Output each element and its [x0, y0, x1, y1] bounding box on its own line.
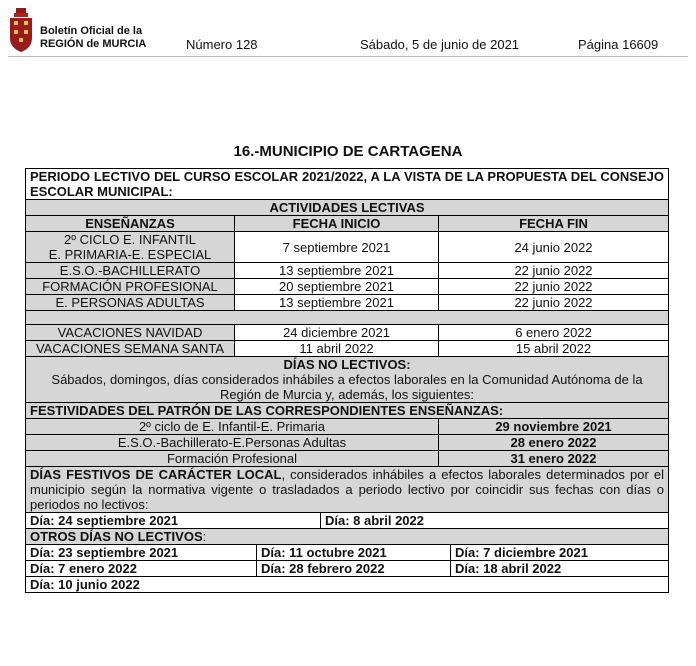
- table-row: [26, 295, 669, 311]
- table-row: [26, 545, 669, 561]
- vacaciones-fin: 6 enero 2022: [439, 325, 669, 341]
- ensenanza-line-2: E. PRIMARIA-E. ESPECIAL: [48, 247, 212, 262]
- table-row: [26, 419, 669, 435]
- festivos-local-section: [26, 467, 669, 513]
- page-header: [0, 0, 696, 60]
- vacaciones-label: VACACIONES SEMANA SANTA: [26, 341, 235, 357]
- table-title: PERIODO LECTIVO DEL CURSO ESCOLAR 2021/2022, A LA VISTA DE LA PROPUESTA DEL CONSEJO ESCOLAR MUNICIPAL:: [26, 169, 669, 200]
- no-lectivos-header: DÍAS NO LECTIVOS:: [283, 357, 411, 372]
- festividad-fecha: 28 enero 2022: [439, 435, 669, 451]
- otros-colon: :: [202, 529, 207, 544]
- festividad-fecha: 31 enero 2022: [439, 451, 669, 467]
- table-row: [26, 263, 669, 279]
- otro-dia: Día: 10 junio 2022: [26, 577, 669, 593]
- table-row: [26, 279, 669, 295]
- vacaciones-inicio: 24 diciembre 2021: [235, 325, 439, 341]
- festivo-local-dia: Día: 8 abril 2022: [321, 513, 669, 529]
- vacaciones-label: VACACIONES NAVIDAD: [26, 325, 235, 341]
- vacaciones-inicio: 11 abril 2022: [235, 341, 439, 357]
- festividad-fecha: 29 noviembre 2021: [439, 419, 669, 435]
- ensenanza-cell: E. PERSONAS ADULTAS: [26, 295, 235, 311]
- otro-dia: Día: 18 abril 2022: [451, 561, 669, 577]
- fecha-fin-cell: 22 junio 2022: [439, 295, 669, 311]
- ensenanza-cell: FORMACIÓN PROFESIONAL: [26, 279, 235, 295]
- ensenanza-line-1: 2º CICLO E. INFANTIL: [64, 232, 196, 247]
- vacaciones-fin: 15 abril 2022: [439, 341, 669, 357]
- fecha-inicio-cell: 7 septiembre 2021: [235, 232, 439, 263]
- otro-dia: Día: 7 enero 2022: [26, 561, 257, 577]
- festivos-local-text: , considerados inhábiles a efectos laborales determinados por el municipio según la normativa vigente o trasladados a periodo lectivo por coincidir sus fechas con días o periodos no lectivos:: [30, 467, 664, 512]
- festividad-label: 2º ciclo de E. Infantil-E. Primaria: [26, 419, 439, 435]
- fecha-inicio-cell: 20 septiembre 2021: [235, 279, 439, 295]
- festivo-local-dia: Día: 24 septiembre 2021: [26, 513, 321, 529]
- otro-dia: Día: 11 octubre 2021: [257, 545, 451, 561]
- col-header-fecha-fin: FECHA FIN: [439, 216, 669, 232]
- fecha-inicio-cell: 13 septiembre 2021: [235, 295, 439, 311]
- festivos-local-header: DÍAS FESTIVOS DE CARÁCTER LOCAL: [30, 467, 282, 482]
- otro-dia: Día: 28 febrero 2022: [257, 561, 451, 577]
- issue-date: Sábado, 5 de junio de 2021: [360, 37, 520, 52]
- otro-dia: Día: 7 diciembre 2021: [451, 545, 669, 561]
- calendar-table: [25, 168, 669, 593]
- festividad-label: E.S.O.-Bachillerato-E.Personas Adultas: [26, 435, 439, 451]
- table-row: [26, 561, 669, 577]
- fecha-fin-cell: 22 junio 2022: [439, 279, 669, 295]
- table-row: [26, 435, 669, 451]
- spacer-row: [26, 311, 669, 325]
- table-row: [26, 325, 669, 341]
- otro-dia: Día: 23 septiembre 2021: [26, 545, 257, 561]
- festividades-header: FESTIVIDADES DEL PATRÓN DE LAS CORRESPONDIENTES ENSEÑANZAS:: [26, 403, 669, 419]
- table-row: [26, 232, 669, 263]
- table-row: [26, 341, 669, 357]
- ensenanza-cell: [26, 232, 235, 263]
- publication-line-1: Boletín Oficial de la: [40, 25, 143, 37]
- publication-line-2: REGIÓN de MURCIA: [40, 38, 147, 50]
- municipio-title: 16.-MUNICIPIO DE CARTAGENA: [233, 143, 463, 160]
- table-row: [26, 577, 669, 593]
- issue-number: Número 128: [186, 37, 258, 52]
- no-lectivos-section: [26, 357, 669, 403]
- table-row: [26, 513, 669, 529]
- fecha-inicio-cell: 13 septiembre 2021: [235, 263, 439, 279]
- region-murcia-coat-of-arms-logo: [8, 8, 34, 52]
- col-header-fecha-inicio: FECHA INICIO: [235, 216, 439, 232]
- fecha-fin-cell: 24 junio 2022: [439, 232, 669, 263]
- actividades-header: ACTIVIDADES LECTIVAS: [26, 200, 669, 216]
- col-header-ensenanzas: ENSEÑANZAS: [26, 216, 235, 232]
- page-number: Página 16609: [578, 37, 659, 52]
- festividad-label: Formación Profesional: [26, 451, 439, 467]
- table-row: [26, 451, 669, 467]
- no-lectivos-text: Sábados, domingos, días considerados inhábiles a efectos laborales en la Comunidad Autónoma de la Región de Murcia y, además, los siguientes:: [51, 372, 643, 402]
- otros-header: OTROS DÍAS NO LECTIVOS: [30, 529, 203, 544]
- publication-name: [40, 25, 146, 51]
- otros-section: [26, 529, 669, 545]
- header-divider: [8, 56, 688, 57]
- ensenanza-cell: E.S.O.-BACHILLERATO: [26, 263, 235, 279]
- fecha-fin-cell: 22 junio 2022: [439, 263, 669, 279]
